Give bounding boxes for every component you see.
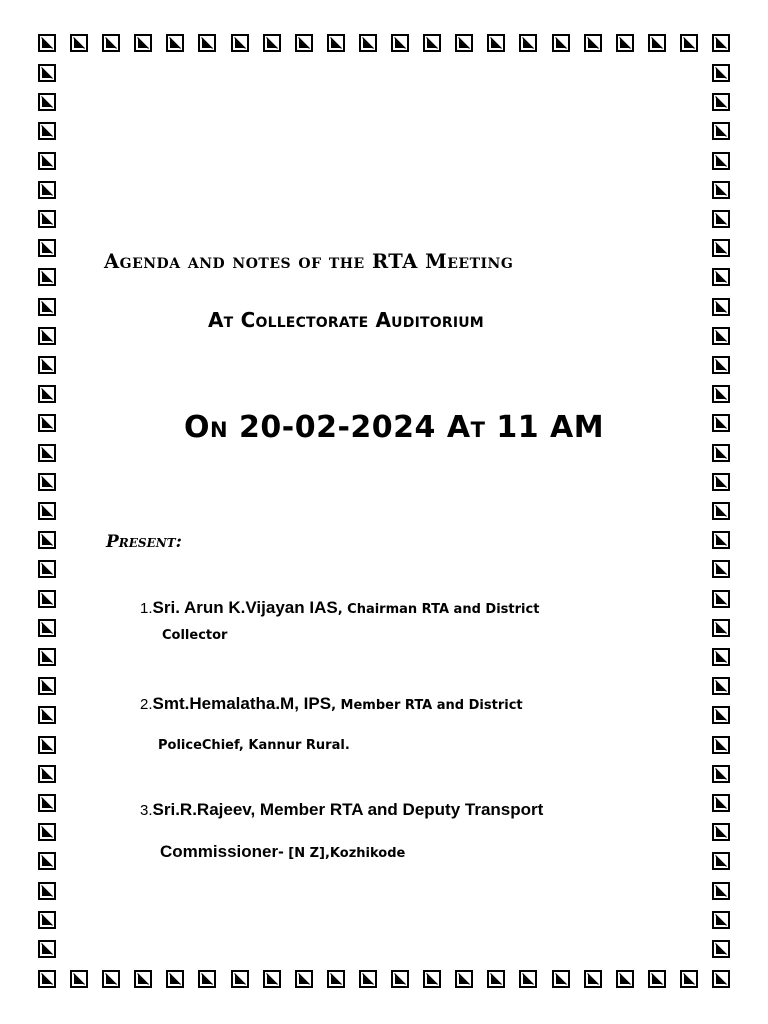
square-slash-icon xyxy=(712,444,730,462)
square-slash-icon xyxy=(712,852,730,870)
square-slash-icon xyxy=(712,765,730,783)
square-slash-icon xyxy=(712,940,730,958)
square-slash-icon xyxy=(712,794,730,812)
square-slash-icon xyxy=(712,619,730,637)
square-slash-icon xyxy=(712,736,730,754)
square-slash-icon xyxy=(712,560,730,578)
member-2 xyxy=(140,694,523,714)
square-slash-icon xyxy=(712,385,730,403)
square-slash-icon xyxy=(487,970,505,988)
square-slash-icon xyxy=(38,970,56,988)
square-slash-icon xyxy=(198,34,216,52)
square-slash-icon xyxy=(327,34,345,52)
square-slash-icon xyxy=(455,970,473,988)
date-time-title: On 20-02-2024 At 11 AM xyxy=(184,410,605,445)
square-slash-icon xyxy=(38,122,56,140)
square-slash-icon xyxy=(327,970,345,988)
square-slash-icon xyxy=(680,970,698,988)
square-slash-icon xyxy=(166,970,184,988)
square-slash-icon xyxy=(38,502,56,520)
square-slash-icon xyxy=(102,970,120,988)
square-slash-icon xyxy=(38,210,56,228)
square-slash-icon xyxy=(38,181,56,199)
square-slash-icon xyxy=(712,210,730,228)
square-slash-icon xyxy=(134,34,152,52)
square-slash-icon xyxy=(712,473,730,491)
square-slash-icon xyxy=(38,64,56,82)
member-1 xyxy=(140,598,539,618)
square-slash-icon xyxy=(712,298,730,316)
member-3-continued xyxy=(160,842,405,862)
square-slash-icon xyxy=(38,619,56,637)
square-slash-icon xyxy=(487,34,505,52)
square-slash-icon xyxy=(455,34,473,52)
square-slash-icon xyxy=(231,34,249,52)
square-slash-icon xyxy=(648,34,666,52)
square-slash-icon xyxy=(712,882,730,900)
square-slash-icon xyxy=(423,34,441,52)
square-slash-icon xyxy=(712,531,730,549)
square-slash-icon xyxy=(38,298,56,316)
square-slash-icon xyxy=(680,34,698,52)
square-slash-icon xyxy=(712,64,730,82)
member-name: Sri.R.Rajeev, Member RTA and Deputy Transport xyxy=(152,800,544,819)
square-slash-icon xyxy=(712,706,730,724)
member-number: 2. xyxy=(140,696,153,713)
member-3 xyxy=(140,800,543,820)
square-slash-icon xyxy=(712,502,730,520)
square-slash-icon xyxy=(712,823,730,841)
square-slash-icon xyxy=(552,970,570,988)
square-slash-icon xyxy=(519,970,537,988)
square-slash-icon xyxy=(391,34,409,52)
member-role: , Chairman RTA and District xyxy=(337,602,540,617)
square-slash-icon xyxy=(38,706,56,724)
square-slash-icon xyxy=(712,911,730,929)
square-slash-icon xyxy=(231,970,249,988)
square-slash-icon xyxy=(552,34,570,52)
square-slash-icon xyxy=(712,356,730,374)
square-slash-icon xyxy=(391,970,409,988)
square-slash-icon xyxy=(712,34,730,52)
member-name: Sri. Arun K.Vijayan IAS xyxy=(152,598,338,617)
square-slash-icon xyxy=(38,93,56,111)
square-slash-icon xyxy=(70,970,88,988)
square-slash-icon xyxy=(70,34,88,52)
square-slash-icon xyxy=(38,531,56,549)
member-number: 3. xyxy=(140,802,153,819)
square-slash-icon xyxy=(295,970,313,988)
member-2-continued xyxy=(158,734,350,753)
square-slash-icon xyxy=(584,34,602,52)
square-slash-icon xyxy=(712,970,730,988)
square-slash-icon xyxy=(38,152,56,170)
agenda-title: Agenda and notes of the RTA Meeting xyxy=(104,250,514,273)
square-slash-icon xyxy=(359,34,377,52)
square-slash-icon xyxy=(38,882,56,900)
square-slash-icon xyxy=(616,34,634,52)
square-slash-icon xyxy=(263,34,281,52)
square-slash-icon xyxy=(38,765,56,783)
square-slash-icon xyxy=(712,590,730,608)
square-slash-icon xyxy=(712,93,730,111)
member-role-continued: Collector xyxy=(162,628,228,643)
square-slash-icon xyxy=(263,970,281,988)
square-slash-icon xyxy=(102,34,120,52)
square-slash-icon xyxy=(519,34,537,52)
member-name: Smt.Hemalatha.M, IPS xyxy=(152,694,332,713)
square-slash-icon xyxy=(38,385,56,403)
square-slash-icon xyxy=(38,414,56,432)
square-slash-icon xyxy=(134,970,152,988)
square-slash-icon xyxy=(38,444,56,462)
square-slash-icon xyxy=(38,736,56,754)
square-slash-icon xyxy=(712,268,730,286)
square-slash-icon xyxy=(712,122,730,140)
square-slash-icon xyxy=(38,648,56,666)
square-slash-icon xyxy=(38,911,56,929)
square-slash-icon xyxy=(38,473,56,491)
square-slash-icon xyxy=(38,794,56,812)
square-slash-icon xyxy=(38,327,56,345)
member-name-continued: Commissioner- xyxy=(160,842,284,861)
member-1-continued xyxy=(162,624,227,643)
square-slash-icon xyxy=(38,677,56,695)
square-slash-icon xyxy=(712,648,730,666)
member-role-continued: [N Z],Kozhikode xyxy=(283,846,406,861)
member-role: , Member RTA and District xyxy=(331,698,523,713)
square-slash-icon xyxy=(38,268,56,286)
square-slash-icon xyxy=(38,940,56,958)
square-slash-icon xyxy=(712,677,730,695)
square-slash-icon xyxy=(712,327,730,345)
square-slash-icon xyxy=(584,970,602,988)
square-slash-icon xyxy=(166,34,184,52)
square-slash-icon xyxy=(712,414,730,432)
square-slash-icon xyxy=(648,970,666,988)
square-slash-icon xyxy=(198,970,216,988)
square-slash-icon xyxy=(712,181,730,199)
square-slash-icon xyxy=(712,239,730,257)
square-slash-icon xyxy=(38,560,56,578)
square-slash-icon xyxy=(38,34,56,52)
member-role-continued: PoliceChief, Kannur Rural. xyxy=(158,738,350,753)
square-slash-icon xyxy=(38,823,56,841)
member-number: 1. xyxy=(140,600,153,617)
square-slash-icon xyxy=(38,852,56,870)
square-slash-icon xyxy=(38,239,56,257)
square-slash-icon xyxy=(359,970,377,988)
square-slash-icon xyxy=(423,970,441,988)
square-slash-icon xyxy=(712,152,730,170)
present-heading: Present: xyxy=(106,532,182,552)
square-slash-icon xyxy=(38,356,56,374)
square-slash-icon xyxy=(616,970,634,988)
venue-title: At Collectorate Auditorium xyxy=(208,308,484,332)
square-slash-icon xyxy=(295,34,313,52)
square-slash-icon xyxy=(38,590,56,608)
